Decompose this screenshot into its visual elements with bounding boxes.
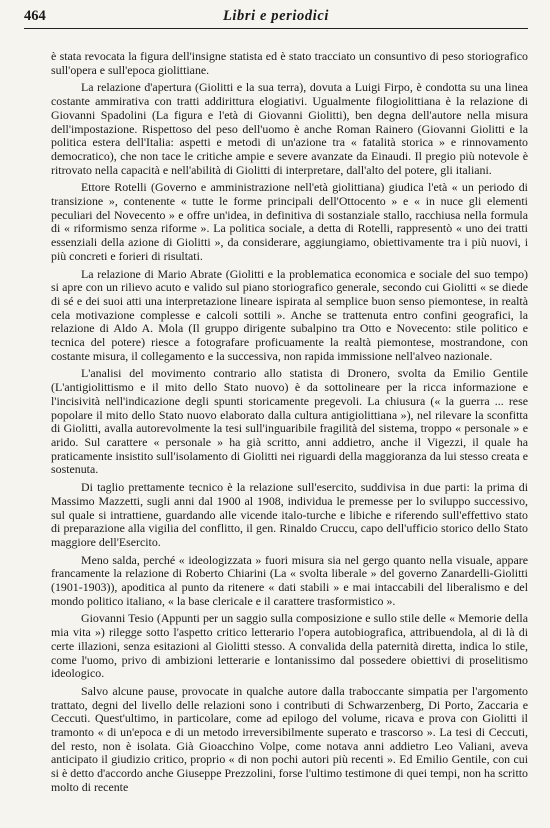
running-title: Libri e periodici: [222, 8, 330, 24]
paragraph-rotelli: Ettore Rotelli (Governo e amministrazione nell'età giolittiana) giudica l'età « un periodo di transizione », contenente « tutte le forme principali dell'Ottocento » e « in nuce gli elementi peculiari del Novecento » e offre un'idea, in definitiva di sostanziale stallo, racchiusa nella formula di « riformismo senza riforme ». La politica sociale, a detta di Rotelli, rappresentò « uno dei tratti essenziali della azione di Giolitti », da considerare, aggiungiamo, obiettivamente tra i più nuovi, i più concreti e forieri di risultati.: [51, 180, 528, 263]
paragraph-abrate: La relazione di Mario Abrate (Giolitti e la problematica economica e sociale del suo tempo) si apre con un rilievo acuto e valido sul piano storiografico generale, secondo cui Giolitti « se diede di sé e dei suoi atti una interpretazione lineare ispirata al semplice buon senso piemontese, in realtà cela motivazione complesse e calcoli sottili ». Anche se trattenuta entro confini geografici, la relazione di Aldo A. Mola (Il gruppo dirigente subalpino tra Otto e Novecento: stile politico e tecnica del potere) riesce a fotografare proficuamente la realtà piemontese, mostrandone, con costante misura, il collegamento e la successiva, non rapida immissione nell'alveo nazionale.: [51, 266, 528, 363]
body-text: [51, 50, 528, 799]
paragraph-chiarini: Meno salda, perché « ideologizzata » fuori misura sia nel gergo quanto nella visuale, appare francamente la relazione di Roberto Chiarini (La « svolta liberale » del governo Zanardelli-Giolitti (1901-1903)), apoditica al punto da ritenere « dati stabili » e mai intaccabili del liberalismo e del mondo politico italiano, « la base clericale e il carattere trasformistico ».: [51, 552, 528, 608]
paragraph-tesio: Giovanni Tesio (Appunti per un saggio sulla composizione e sullo stile delle « Memorie della mia vita ») rilegge sotto l'aspetto critico letterario l'opera autobiografica, attribuendola, al di là di certe illazioni, senza esitazioni al Giolitti stesso. A convalida della paternità diretta, indica lo stile, come l'uomo, privo di ambizioni letterarie e lontanissimo dal possedere obiettivi di proselitismo ideologico.: [51, 611, 528, 681]
paragraph-firpo: La relazione d'apertura (Giolitti e la sua terra), dovuta a Luigi Firpo, è condotta su una linea costante ammirativa con tratti addirittura elogiativi. Ugualmente filogiolittiana è la relazione di Giovanni Spadolini (La figura e l'età di Giovanni Giolitti), ben degna dell'autore nella misura dell'impostazione. Rispettoso del peso dell'uomo è anche Roman Rainero (Giovanni Giolitti e la politica estera dell'Italia: aspetti e metodi di un'azione tra « fatalità storica » e rinnovamento democratico), che non tace le critiche ampie e severe avanzate da Einaudi. Il pregio più notevole è ritrovato nella capacità e nell'abilità di Giolitti di interpretare, dall'alto del potere, gli italiani.: [51, 80, 528, 177]
page-number: 464: [24, 8, 46, 24]
paragraph-gentile: L'analisi del movimento contrario allo statista di Dronero, svolta da Emilio Gentile (L'antigiolittismo e il mito dello Stato nuovo) è da sottolineare per la ricca informazione e l'incisività nell'indicazione degli spunti storicamente pregevoli. La chiusura (« la guerra ... rese popolare il mito dello Stato nuovo elaborato dalla cultura antigiolittiana »), nel rilevare la sconfitta di Giolitti, avalla autorevolmente la tesi sull'inguaribile fragilità del sistema, troppo « personale » e arido. Sul carattere « personale » ha già scritto, anni addietro, anche il Vigezzi, il quale ha praticamente insistito sull'isolamento di Giolitti nei riguardi della maggioranza da lui stesso creata e sostenuta.: [51, 366, 528, 477]
paragraph-esercito: Di taglio prettamente tecnico è la relazione sull'esercito, suddivisa in due parti: la prima di Massimo Mazzetti, sugli anni dal 1900 al 1908, individua le premesse per lo sviluppo successivo, sul quale si intrattiene, guardando alle vicende italo-turche e libiche e riferendo sull'effettivo stato di preparazione alla vigilia del conflitto, il gen. Rinaldo Cruccu, capo dell'ufficio storico dello Stato maggiore dell'Esercito.: [51, 480, 528, 549]
page-header: [24, 8, 528, 29]
paragraph-continuation: è stata revocata la figura dell'insigne statista ed è stato tracciato un consuntivo di peso storiografico sull'opera e sull'epoca giolittiane.: [51, 49, 528, 77]
paragraph-contributi: Salvo alcune pause, provocate in qualche autore dalla traboccante simpatia per l'argomento trattato, degni del livello delle relazioni sono i contributi di Schwarzenberg, Di Porto, Zaccaria e Ceccuti. Quest'ultimo, in particolare, come ad epilogo del volume, ricava e prova con Giolitti il tramonto « di un'epoca e di un metodo irreversibilmente superato e trascorso ». La tesi di Ceccuti, del resto, non è isolata. Già Gioacchino Volpe, come notava anni addietro Leo Valiani, aveva anticipato il giudizio critico, proprio « di non pochi autori più recenti ». Ed Emilio Gentile, con cui si è detto d'accordo anche Giuseppe Prezzolini, forse l'ultimo testimone di quei tempi, non ha scritto molto di recente: [51, 683, 528, 794]
